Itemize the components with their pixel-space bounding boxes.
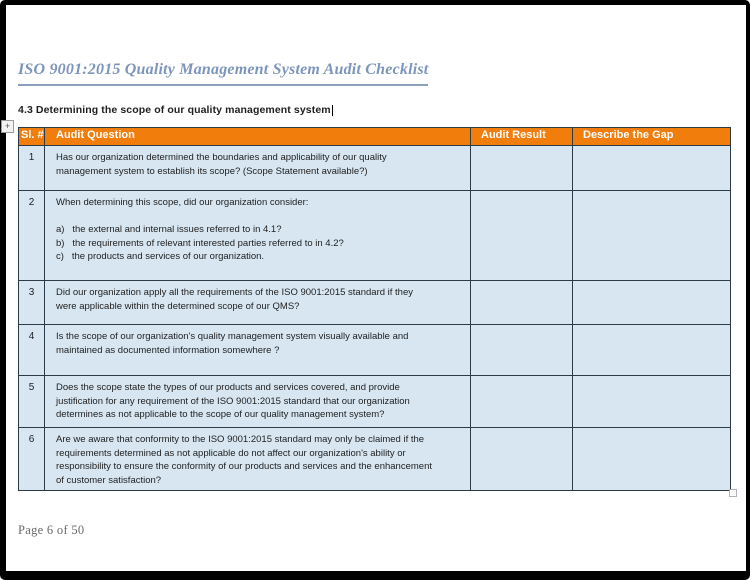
audit-result-cell[interactable] — [471, 146, 573, 191]
table-row — [19, 191, 731, 281]
table-row — [19, 325, 731, 376]
document-title: ISO 9001:2015 Quality Management System Audit Checklist — [18, 61, 428, 86]
table-row — [19, 281, 731, 325]
describe-gap-cell[interactable] — [573, 146, 731, 191]
question-line: Did our organization apply all the requirements of the ISO 9001:2015 standard if they — [56, 287, 413, 298]
table-header-row — [19, 128, 731, 146]
describe-gap-cell[interactable] — [573, 191, 731, 281]
audit-question-cell[interactable] — [45, 325, 471, 376]
describe-gap-cell[interactable] — [573, 325, 731, 376]
question-line: b) the requirements of relevant interested parties referred to in 4.2? — [56, 237, 344, 249]
row-number-cell[interactable]: 3 — [19, 281, 45, 325]
header-sl-number[interactable]: Sl. # — [19, 128, 45, 146]
question-line: When determining this scope, did our organization consider: — [56, 197, 309, 208]
row-number-cell[interactable]: 6 — [19, 428, 45, 491]
section-heading-text: 4.3 Determining the scope of our quality management system — [18, 104, 331, 116]
table-row — [19, 428, 731, 491]
audit-result-cell[interactable] — [471, 191, 573, 281]
table-move-handle[interactable] — [1, 120, 14, 133]
question-line: Does the scope state the types of our products and services covered, and provide — [56, 382, 400, 393]
audit-question-cell[interactable] — [45, 428, 471, 491]
question-line: requirements determined as not applicable do not affect our organization's ability or — [56, 447, 406, 459]
question-line: c) the products and services of our organization. — [56, 251, 265, 262]
question-line: responsibility to ensure the conformity of our products and services and the enhancement — [56, 461, 432, 472]
row-number-cell[interactable]: 2 — [19, 191, 45, 281]
question-line: of customer satisfaction? — [56, 474, 162, 486]
audit-result-cell[interactable] — [471, 281, 573, 325]
describe-gap-cell[interactable] — [573, 376, 731, 428]
question-line: justification for any requirement of the ISO 9001:2015 standard that our organization — [56, 395, 410, 407]
question-line: management system to establish its scope? (Scope Statement available?) — [56, 165, 368, 177]
row-number-cell[interactable]: 4 — [19, 325, 45, 376]
describe-gap-cell[interactable] — [573, 428, 731, 491]
page-number-footer: Page 6 of 50 — [18, 523, 85, 537]
question-line: Has our organization determined the boundaries and applicability of our quality — [56, 152, 387, 163]
audit-result-cell[interactable] — [471, 428, 573, 491]
audit-checklist-table — [18, 127, 731, 491]
row-number-cell[interactable]: 5 — [19, 376, 45, 428]
question-line — [56, 210, 462, 224]
header-describe-gap[interactable]: Describe the Gap — [573, 128, 731, 146]
describe-gap-cell[interactable] — [573, 281, 731, 325]
question-line: Are we aware that conformity to the ISO 9001:2015 standard may only be claimed if the — [56, 434, 425, 445]
header-audit-question[interactable]: Audit Question — [45, 128, 471, 146]
text-cursor-icon — [332, 105, 333, 116]
move-cross-icon: + — [4, 121, 11, 131]
question-line: a) the external and internal issues referred to in 4.1? — [56, 224, 282, 235]
audit-table-body — [19, 146, 731, 491]
table-row — [19, 376, 731, 428]
document-page — [6, 5, 746, 571]
table-resize-handle[interactable] — [729, 489, 737, 497]
section-heading — [18, 104, 746, 116]
table-row — [19, 146, 731, 191]
header-audit-result[interactable]: Audit Result — [471, 128, 573, 146]
question-line: were applicable within the determined scope of our QMS? — [56, 300, 300, 312]
question-line: maintained as documented information somewhere ? — [56, 344, 280, 356]
audit-result-cell[interactable] — [471, 325, 573, 376]
audit-question-cell[interactable] — [45, 191, 471, 281]
question-line: Is the scope of our organization's quality management system visually available and — [56, 331, 409, 342]
audit-question-cell[interactable] — [45, 376, 471, 428]
question-line: determines as not applicable to the scope of our quality management system? — [56, 409, 385, 420]
audit-question-cell[interactable] — [45, 146, 471, 191]
row-number-cell[interactable]: 1 — [19, 146, 45, 191]
audit-question-cell[interactable] — [45, 281, 471, 325]
audit-result-cell[interactable] — [471, 376, 573, 428]
